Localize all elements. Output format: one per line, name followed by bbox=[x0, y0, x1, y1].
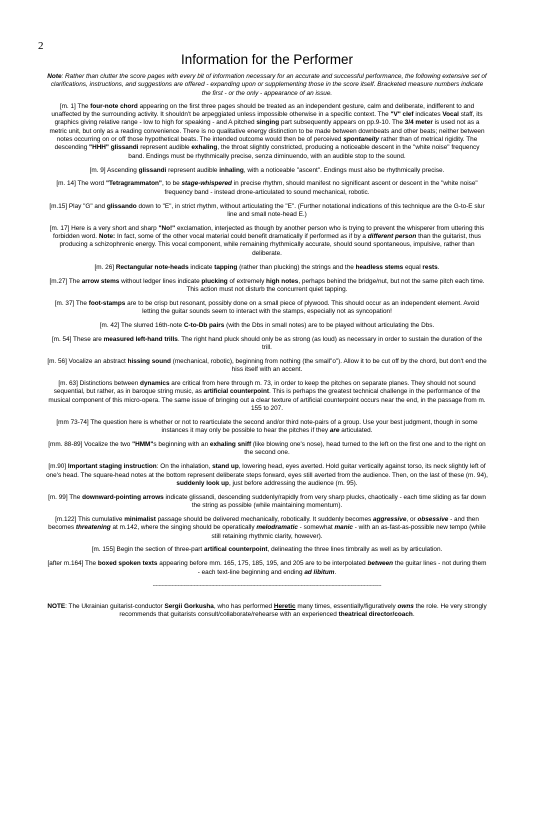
text-run: [m. 54] These are bbox=[51, 335, 104, 343]
instruction-paragraph bbox=[46, 278, 488, 295]
text-run: melodramatic bbox=[256, 524, 298, 532]
text-run: "HHH" glissandi bbox=[89, 144, 139, 152]
text-run: minimalist bbox=[124, 515, 156, 523]
text-run: [m.122] This cumulative bbox=[55, 515, 125, 523]
text-run: , lowering head, eyes averted. Hold guitar vertically against torso, its neck slightly left of one's head. The square-head notes at the bottom represent deliberate steps forward, eyes still averted from the audience. Then, on the last of these (m. 94), bbox=[46, 463, 488, 479]
text-run: "Tetragrammaton" bbox=[105, 180, 162, 188]
text-run: . This is perhaps the greatest technical challenge in the performance of the musical component of this micro-opera. The same issue of bringing out a clear texture of artificial counterpoint occurs near the end, in the passage from m. 155 to 207. bbox=[48, 388, 486, 413]
text-run: [m.27] The bbox=[49, 277, 82, 285]
text-run: [m. 9] Ascending bbox=[89, 166, 139, 174]
text-run: threatening bbox=[75, 524, 111, 532]
text-run: four-note chord bbox=[90, 102, 138, 110]
document-body bbox=[46, 52, 488, 619]
text-run: , delineating the three lines timbrally as well as by articulation. bbox=[267, 546, 443, 554]
instruction-paragraph bbox=[46, 103, 488, 161]
instruction-paragraph bbox=[46, 264, 488, 272]
text-run: - somewhat bbox=[297, 524, 335, 532]
text-run: , with a noticeable "ascent". Endings must also be rhythmically precise. bbox=[243, 166, 445, 174]
text-run: suddenly look up bbox=[176, 479, 229, 487]
separator-line: ------------------------------------------------------------------------------------------------------------------------------------------------------------ bbox=[152, 582, 382, 589]
text-run: stage-whispered bbox=[181, 180, 232, 188]
text-run: represent audible bbox=[166, 166, 220, 174]
text-run: equal bbox=[403, 263, 423, 271]
text-run: - and then becomes bbox=[48, 515, 479, 532]
text-run: are to be crisp but resonant, possibly done on a small piece of plywood. This should occur as an independent element. Avoid letting the guitar sounds seem to interact with the stamps, especially not as syncopation! bbox=[125, 299, 480, 315]
text-run: aggressive bbox=[373, 515, 407, 523]
text-run: s beginning with an bbox=[153, 441, 210, 449]
text-run: Heretic bbox=[273, 602, 296, 610]
text-run: passage should be delivered mechanically, robotically. It suddenly becomes bbox=[155, 515, 374, 523]
text-run: artifical counterpoint bbox=[203, 546, 268, 554]
text-run: artificial counterpoint bbox=[203, 388, 269, 396]
text-run: different person bbox=[367, 233, 417, 241]
text-run: [m. 37] The bbox=[54, 299, 89, 307]
text-run: arrow stems bbox=[81, 277, 120, 285]
page-number: 2 bbox=[38, 40, 44, 52]
instruction-list bbox=[46, 103, 488, 577]
text-run: [m. 42] The slurred 16th-note bbox=[99, 321, 184, 329]
text-run: [m. 14] The word bbox=[56, 180, 106, 188]
text-run: . The right hand pluck should only be as strong (as loud) as necessary in order to sustain the duration of the trill. bbox=[177, 335, 483, 352]
text-run: spontaneity bbox=[343, 136, 380, 144]
text-run: theatrical director/coach bbox=[338, 610, 413, 618]
text-run: [m.15] Play "G" and bbox=[49, 202, 107, 210]
text-run: hissing sound bbox=[127, 357, 171, 365]
text-run: 3/4 meter bbox=[404, 119, 433, 127]
text-run: . bbox=[334, 568, 337, 576]
instruction-paragraph bbox=[46, 560, 488, 577]
intro-note-label: Note bbox=[47, 73, 62, 80]
text-run: ad libitum bbox=[304, 568, 335, 576]
text-run: exhaling bbox=[191, 144, 218, 152]
text-run: without ledger lines indicate bbox=[119, 277, 202, 285]
text-run: Sergii Gorkusha bbox=[164, 602, 214, 610]
text-run: are critical from here through m. 73, in order to keep the pitches on separate planes. They should not sound sequential, but rather, as in baroque string music, as bbox=[53, 380, 476, 396]
text-run: [m. 63] Distinctions between bbox=[58, 380, 141, 388]
text-run: Note: bbox=[98, 233, 116, 241]
text-run: - with an as-fast-as-possible new tempo (while still retaining rhythmic clarity, however). bbox=[211, 524, 486, 540]
text-run: [mm. 88-89] Vocalize the two bbox=[48, 441, 133, 449]
text-run: (like blowing one's nose), head turned to the left on the first one and to the right on the second one. bbox=[244, 441, 486, 457]
text-run: dynamics bbox=[140, 380, 170, 388]
footer-note bbox=[46, 603, 488, 620]
text-run: indicate bbox=[188, 263, 215, 271]
text-run: singing bbox=[256, 119, 280, 127]
text-run: , perhaps behind the bridge/nut, but not the same pitch each time. This action must not disturb the concurrent quiet tapping. bbox=[186, 277, 485, 293]
text-run: obsessive bbox=[417, 515, 449, 523]
text-run: Important staging instruction bbox=[67, 463, 157, 471]
intro-note-text: : Rather than clutter the score pages with every bit of information necessary for an accurate and successful performance, the following extensive set of clarifications, instructions, and suggestions are offered - expanding upon or supplementing those in the score itself. Bracketed measure numbers indicate the first - or the only - appearance of an issue. bbox=[50, 73, 487, 97]
text-run: measured left-hand trills bbox=[103, 335, 178, 343]
text-run: appearing before mm. 165, 175, 185, 195, and 205 are to be interpolated bbox=[157, 560, 368, 568]
text-run: [m. 99] The bbox=[48, 493, 83, 501]
text-run: boxed spoken texts bbox=[97, 560, 158, 568]
text-run: [mm 73-74] The question here is whether or not to rearticulate the second and/or third note-pairs of a group. Use your best judgment, though in some instances it may only be possible to hear the pitches if they bbox=[56, 418, 478, 435]
page-title: Information for the Performer bbox=[181, 52, 353, 67]
text-run: articulated. bbox=[339, 427, 373, 435]
text-run: (mechanical, robotic), beginning from nothing (the small"o"). Allow it to be cut off by the chord, but don't end the hiss itself with an accent. bbox=[170, 357, 487, 374]
text-run: , the throat slightly constricted, producing a noticeable descent in the "white noise" frequency band. Endings must be rhythmically precise, senza diminuendo, with an audible stop to the sound. bbox=[128, 144, 480, 160]
text-run: Rectangular note-heads bbox=[115, 263, 189, 271]
instruction-paragraph bbox=[46, 494, 488, 511]
text-run: stand up bbox=[212, 463, 239, 471]
text-run: , who has performed bbox=[213, 602, 274, 610]
text-run: headless stems bbox=[355, 263, 404, 271]
text-run: : On the inhalation, bbox=[156, 463, 213, 471]
text-run: many times, essentially/figuratively bbox=[295, 602, 398, 610]
text-run: [m.90] bbox=[48, 463, 68, 471]
text-run: is used not as a metric unit, but only as a reading convenience. There is no qualitative energy distinction to be made between downbeats and other beats; neither between notes occurring on or off those hypothetical beats. The intended outcome would then be of perceived bbox=[49, 119, 485, 144]
text-run: Vocal bbox=[442, 111, 459, 119]
text-run: indicates bbox=[413, 111, 443, 119]
instruction-paragraph bbox=[46, 336, 488, 353]
text-run: are bbox=[329, 427, 340, 435]
text-run: : The Ukrainian guitarist-conductor bbox=[65, 602, 165, 610]
text-run: plucking bbox=[201, 277, 228, 285]
text-run: appearing on the first three pages should be treated as an independent gesture, calm and deliberate, indifferent to and unaffected by the surrounding activity. It shouldn't be arpeggiated unless impossible otherwise in a specific context. The bbox=[51, 102, 475, 119]
instruction-paragraph bbox=[46, 463, 488, 488]
instruction-paragraph bbox=[46, 180, 488, 197]
text-run: C-to-Db pairs bbox=[183, 321, 225, 329]
text-run: exhaling sniff bbox=[209, 441, 252, 449]
text-run: [after m.164] The bbox=[47, 560, 98, 568]
text-run: rather than of metrical rigidity. The descending bbox=[54, 136, 478, 152]
text-run: (with the Dbs in small notes) are to be played without articulating the Dbs. bbox=[224, 321, 435, 329]
text-run: at m.142, where the singing should be operatically bbox=[110, 524, 257, 532]
text-run: [m. 1] The bbox=[59, 102, 91, 110]
text-run: down to "E", in strict rhythm, without articulating the "E". (Further notational indications of this technique are the G-to-E slur line and small note-head E.) bbox=[136, 202, 485, 218]
text-run: between bbox=[367, 560, 394, 568]
text-run: foot-stamps bbox=[88, 299, 126, 307]
text-run: the guitar lines - not during them - each text-line beginning and ending bbox=[197, 560, 487, 576]
text-run: part subsequently appears on pp.9-10. The bbox=[279, 119, 405, 127]
text-run: inhaling bbox=[219, 166, 244, 174]
text-run: manic bbox=[334, 524, 353, 532]
text-run: [m. 26] bbox=[94, 263, 116, 271]
text-run: tapping bbox=[214, 263, 238, 271]
instruction-paragraph bbox=[46, 441, 488, 458]
instruction-paragraph bbox=[46, 167, 488, 175]
text-run: [m. 56] Vocalize an abstract bbox=[47, 357, 128, 365]
intro-note bbox=[46, 73, 488, 98]
text-run: NOTE bbox=[47, 602, 66, 610]
text-run: downward-pointing arrows bbox=[82, 493, 164, 501]
text-run: rests bbox=[422, 263, 438, 271]
text-run: "V" clef bbox=[390, 111, 414, 119]
instruction-paragraph bbox=[46, 203, 488, 220]
instruction-paragraph bbox=[46, 225, 488, 258]
instruction-paragraph bbox=[46, 516, 488, 541]
text-run: glissando bbox=[106, 202, 137, 210]
text-run: glissandi bbox=[138, 166, 167, 174]
text-run: indicate glissandi, descending suddenly/rapidly from very sharp plucks, chaotically - each time sliding as far down the string as possible (while maintaining momentum). bbox=[163, 493, 486, 510]
text-run: In fact, some of the other vocal material could benefit dramatically if performed as if by a bbox=[115, 233, 368, 241]
instruction-paragraph bbox=[46, 380, 488, 413]
text-run: [m. 17] Here is a very short and sharp bbox=[49, 224, 159, 232]
text-run: "No!" bbox=[158, 224, 176, 232]
text-run: of extremely bbox=[227, 277, 267, 285]
text-run: the role. He very strongly recommends that guitarists consult/collaborate/rehearse with an experienced bbox=[119, 602, 487, 618]
text-run: represent audible bbox=[138, 144, 192, 152]
instruction-paragraph bbox=[46, 358, 488, 375]
text-run: "HMM" bbox=[132, 441, 154, 449]
text-run: in precise rhythm, should manifest no significant ascent or descent in the "white noise" frequency band - instead drone-articulated to sound mechanical, robotic. bbox=[164, 180, 478, 196]
instruction-paragraph bbox=[46, 300, 488, 317]
text-run: exclamation, interjected as though by another person who is trying to prevent the whisperer from uttering this forbidden word. bbox=[53, 224, 485, 241]
text-run: , just before addressing the audience (m. 95). bbox=[228, 479, 358, 487]
text-run: high notes bbox=[266, 277, 299, 285]
text-run: staff, its graphics giving relative range - low to high for speaking - and A pitched bbox=[54, 111, 483, 127]
text-run: . bbox=[437, 263, 440, 271]
text-run: [m. 155] Begin the section of three-part bbox=[91, 546, 204, 554]
text-run: , to be bbox=[161, 180, 182, 188]
text-run: owns bbox=[397, 602, 414, 610]
text-run: . bbox=[412, 610, 415, 618]
instruction-paragraph bbox=[46, 322, 488, 330]
text-run: than the guitarist, thus producing a schizophrenic energy. This vocal component, while remaining rhythmically accurate, should sound spontaneous, impulsive, rather than deliberate. bbox=[59, 233, 481, 257]
text-run: (rather than plucking) the strings and the bbox=[237, 263, 356, 271]
instruction-paragraph bbox=[46, 546, 488, 554]
text-run: , or bbox=[406, 515, 418, 523]
instruction-paragraph bbox=[46, 419, 488, 436]
